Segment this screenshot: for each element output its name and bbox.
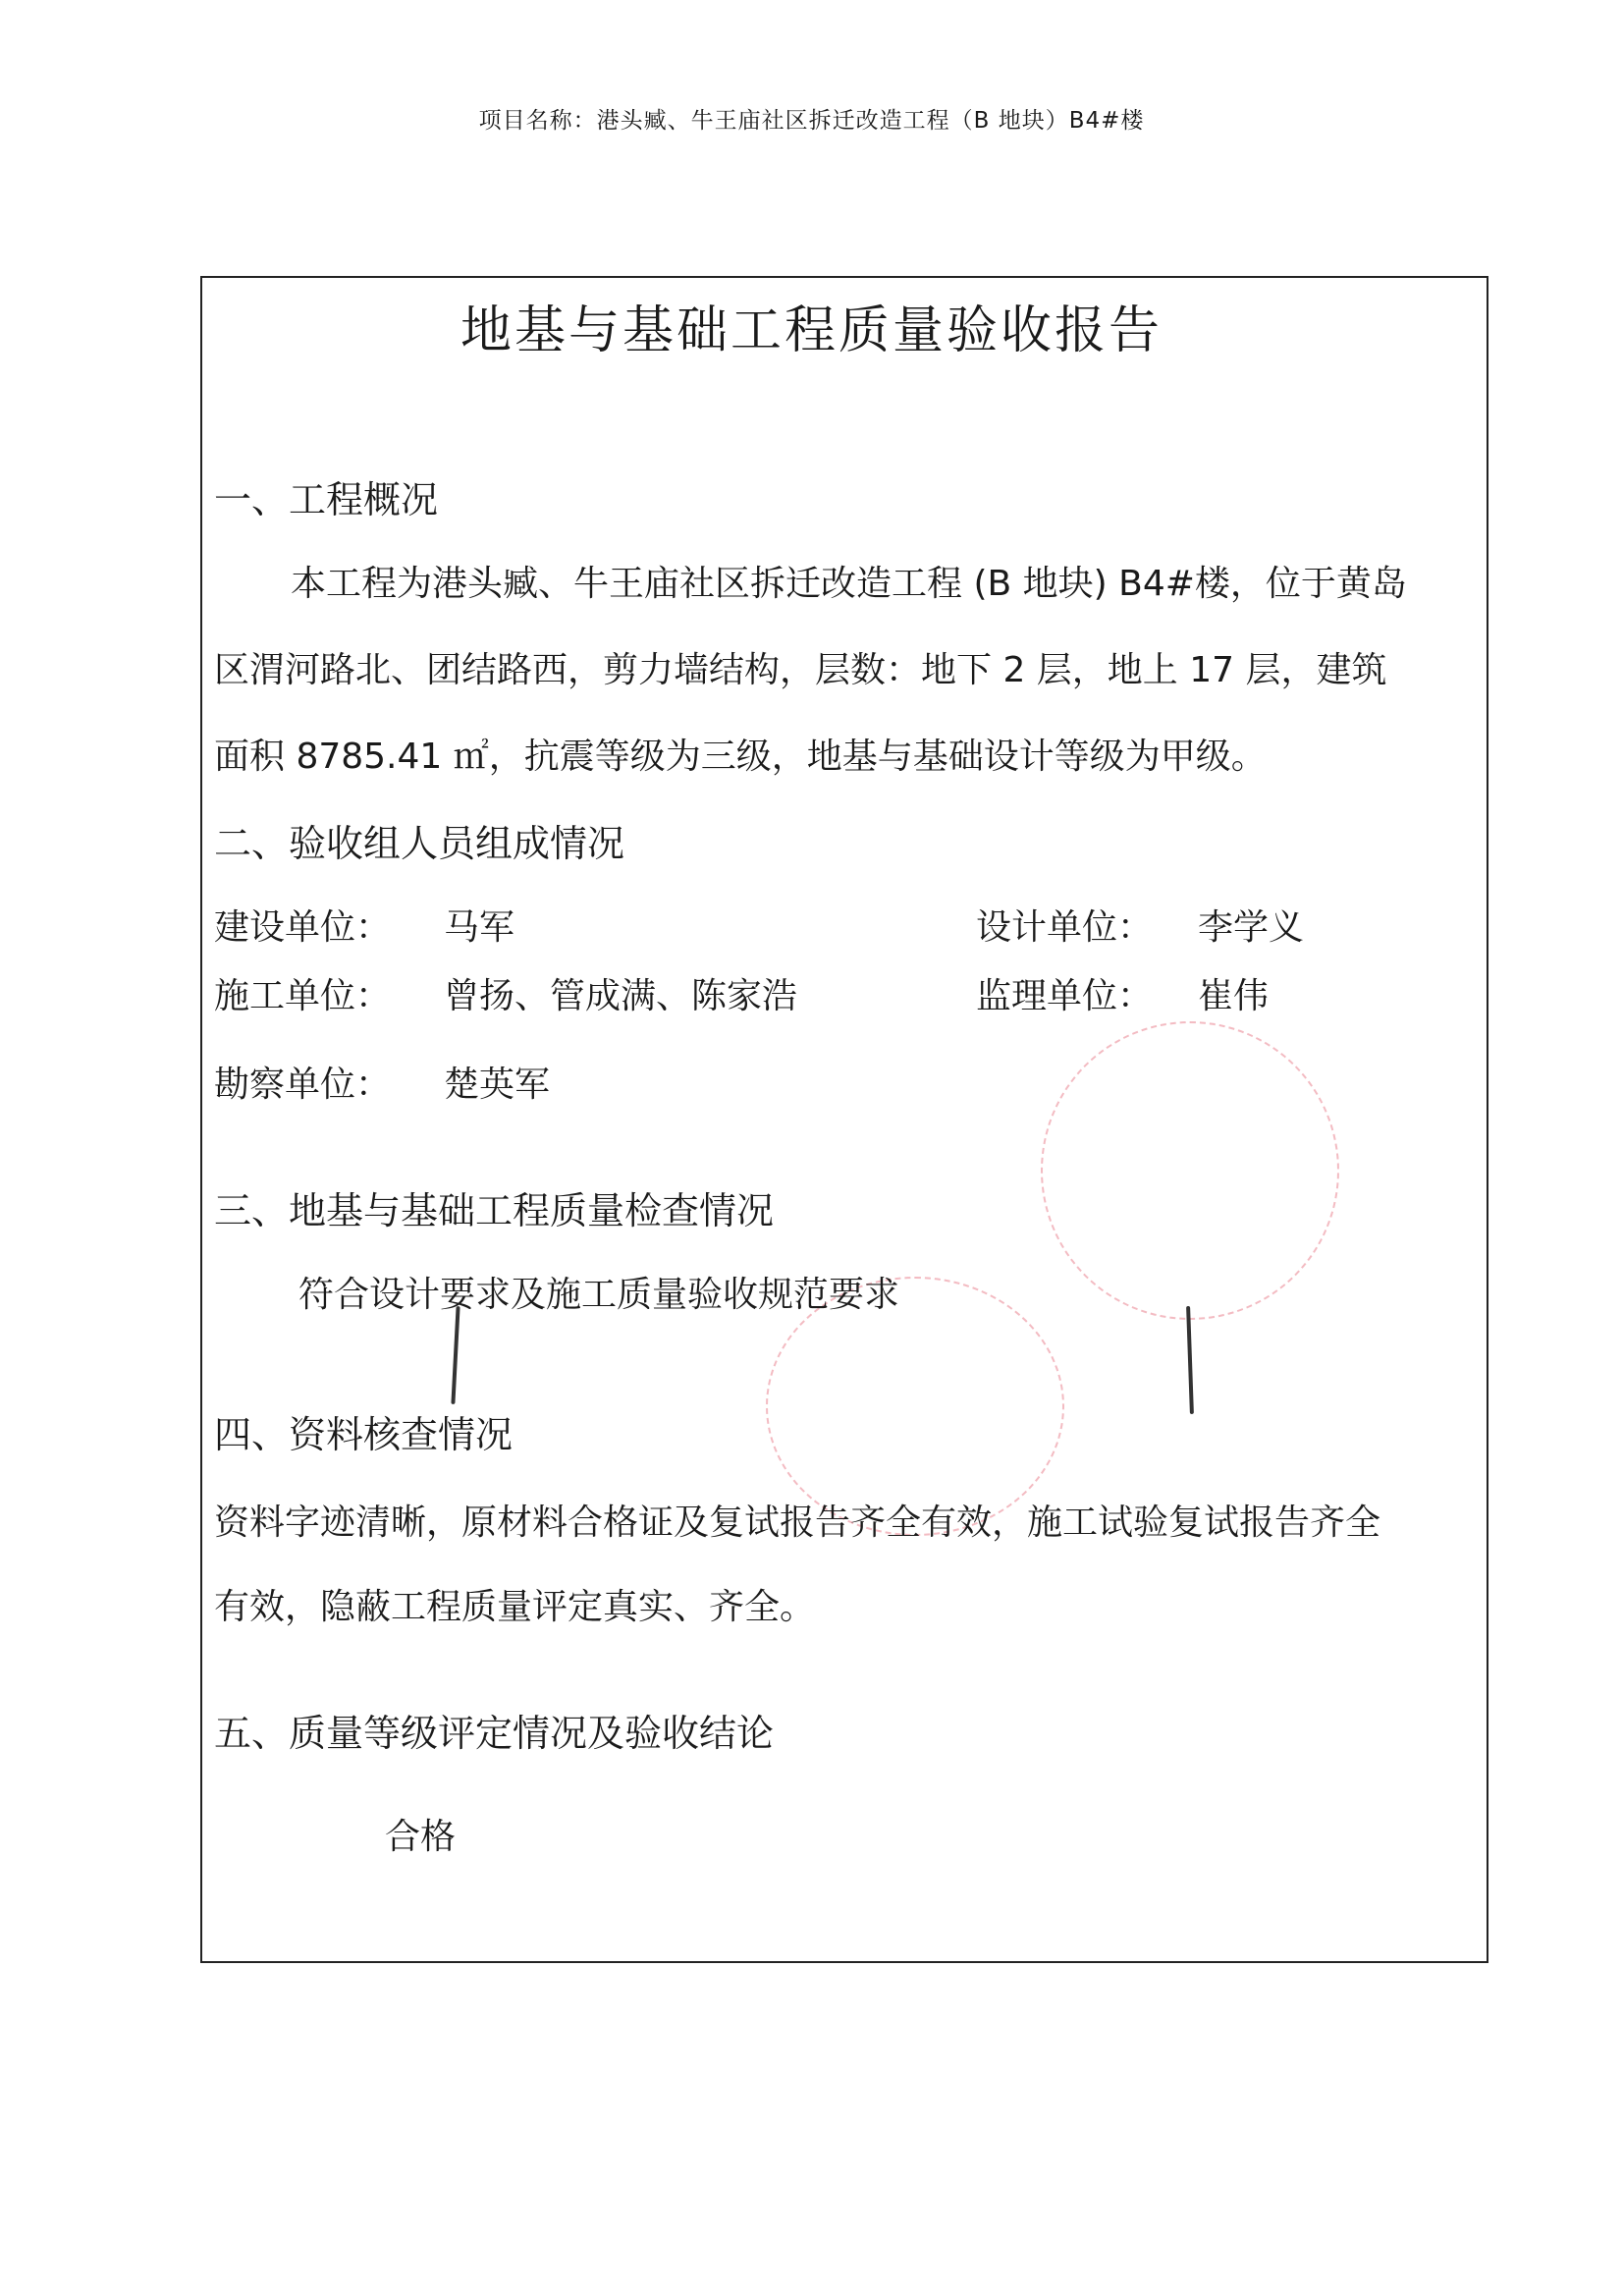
survey-unit-label: 勘察单位： [214, 1065, 392, 1105]
report-title: 地基与基础工程质量验收报告 [460, 301, 1163, 360]
documents-line-1: 资料字迹清晰，原材料合格证及复试报告齐全有效，施工试验复试报告齐全 [214, 1503, 1381, 1543]
section-documents-heading: 四、资料核查情况 [214, 1413, 514, 1456]
overview-line-2: 区渭河路北、团结路西，剪力墙结构，层数：地下 2 层，地上 17 层，建筑 [214, 650, 1387, 690]
section-team-heading: 二、验收组人员组成情况 [214, 822, 625, 865]
seal-stamp-1 [1041, 1021, 1339, 1320]
survey-unit-value: 楚英军 [444, 1065, 551, 1105]
construction-unit-value: 马军 [444, 907, 515, 948]
supervision-unit-value: 崔伟 [1198, 976, 1270, 1016]
inspection-text: 符合设计要求及施工质量验收规范要求 [298, 1275, 900, 1315]
section-conclusion-heading: 五、质量等级评定情况及验收结论 [214, 1712, 775, 1755]
project-name-header: 项目名称：港头臧、牛王庙社区拆迁改造工程（B 地块）B4#楼 [478, 108, 1145, 134]
conclusion-text: 合格 [385, 1817, 457, 1857]
construction-unit-label: 建设单位： [214, 907, 392, 948]
overview-line-1: 本工程为港头臧、牛王庙社区拆迁改造工程 (B 地块) B4#楼，位于黄岛 [291, 564, 1407, 604]
builder-unit-label: 施工单位： [214, 976, 392, 1016]
section-inspection-heading: 三、地基与基础工程质量检查情况 [214, 1189, 775, 1232]
documents-line-2: 有效，隐蔽工程质量评定真实、齐全。 [214, 1587, 816, 1627]
builder-unit-value: 曾扬、管成满、陈家浩 [444, 976, 798, 1016]
overview-line-3: 面积 8785.41 ㎡，抗震等级为三级，地基与基础设计等级为甲级。 [214, 737, 1267, 777]
supervision-unit-label: 监理单位： [976, 976, 1154, 1016]
section-overview-heading: 一、工程概况 [214, 478, 439, 521]
design-unit-label: 设计单位： [976, 907, 1154, 948]
design-unit-value: 李学义 [1198, 907, 1305, 948]
